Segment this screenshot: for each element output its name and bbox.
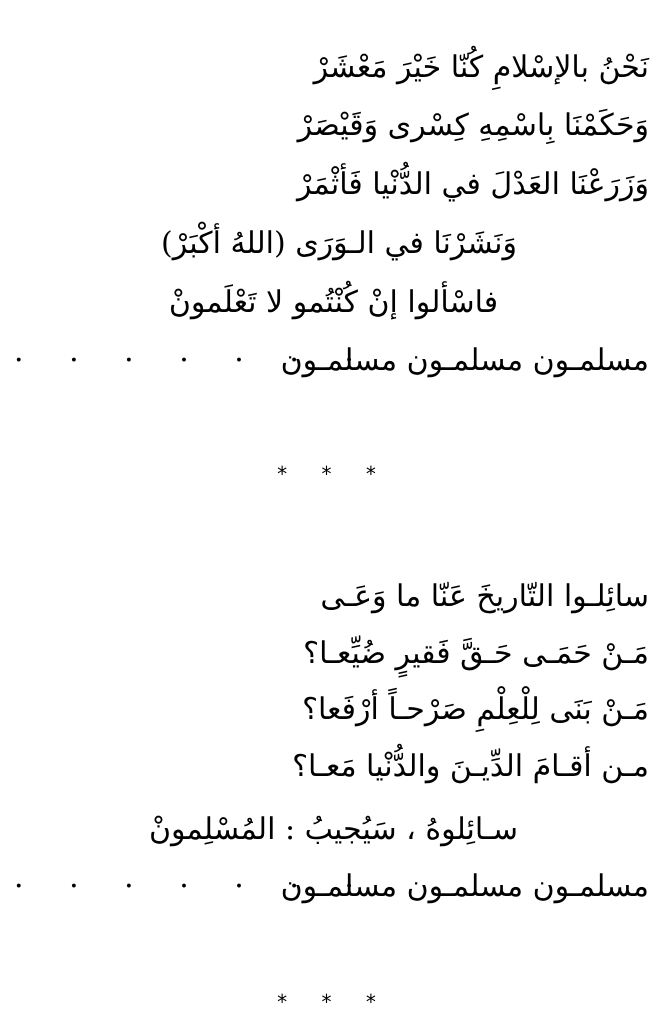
stanza2-line-3: مَـنْ بَنَى لِلْعِلْمِ صَرْحـاً أرْفَعا؟ xyxy=(302,692,649,727)
stanza2-line-4: مـن أقـامَ الدِّيـنَ والدُّنْيا مَعـا؟ xyxy=(292,749,649,784)
stanza1-line-3: وَزَرَعْنَا العَدْلَ في الدُّنْيا فَأثْمَرْ xyxy=(296,167,649,202)
stanza1-line-1: نَحْنُ بالإسْلامِ كُنّا خَيْرَ مَعْشَرْ xyxy=(313,50,649,85)
section-separator-2: * * * xyxy=(277,990,390,1014)
stanza2-line-1: سائِلـوا التّاريخَ عَنّا ما وَعَـى xyxy=(320,579,649,614)
stanza2-line-5: سـائِلوهُ ، سَيُجيبُ : المُسْلِمونْ xyxy=(149,812,518,847)
stanza1-line-4: وَنَشَرْنَا في الـوَرَى (اللهُ أكْبَرْ) xyxy=(161,226,517,261)
section-separator-1: * * * xyxy=(277,462,390,486)
stanza2-line-2: مَـنْ حَمَـى حَـقَّ فَقيرٍ ضُيِّعـا؟ xyxy=(303,636,649,671)
stanza1-line-2: وَحَكَمْنَا بِاسْمِهِ كِسْرى وَقَيْصَرْ xyxy=(297,108,649,143)
stanza1-refrain-dots: · · · · · · · xyxy=(14,343,372,378)
stanza1-refrain: مسلمـون مسلمـون مسلمـون xyxy=(280,343,649,378)
stanza2-refrain-dots: · · · · · · · xyxy=(14,869,372,904)
stanza1-line-5: فاسْألوا إنْ كُنْتُمو لا تَعْلَمونْ xyxy=(168,285,499,320)
stanza2-refrain: مسلمـون مسلمـون مسلمـون xyxy=(280,869,649,904)
